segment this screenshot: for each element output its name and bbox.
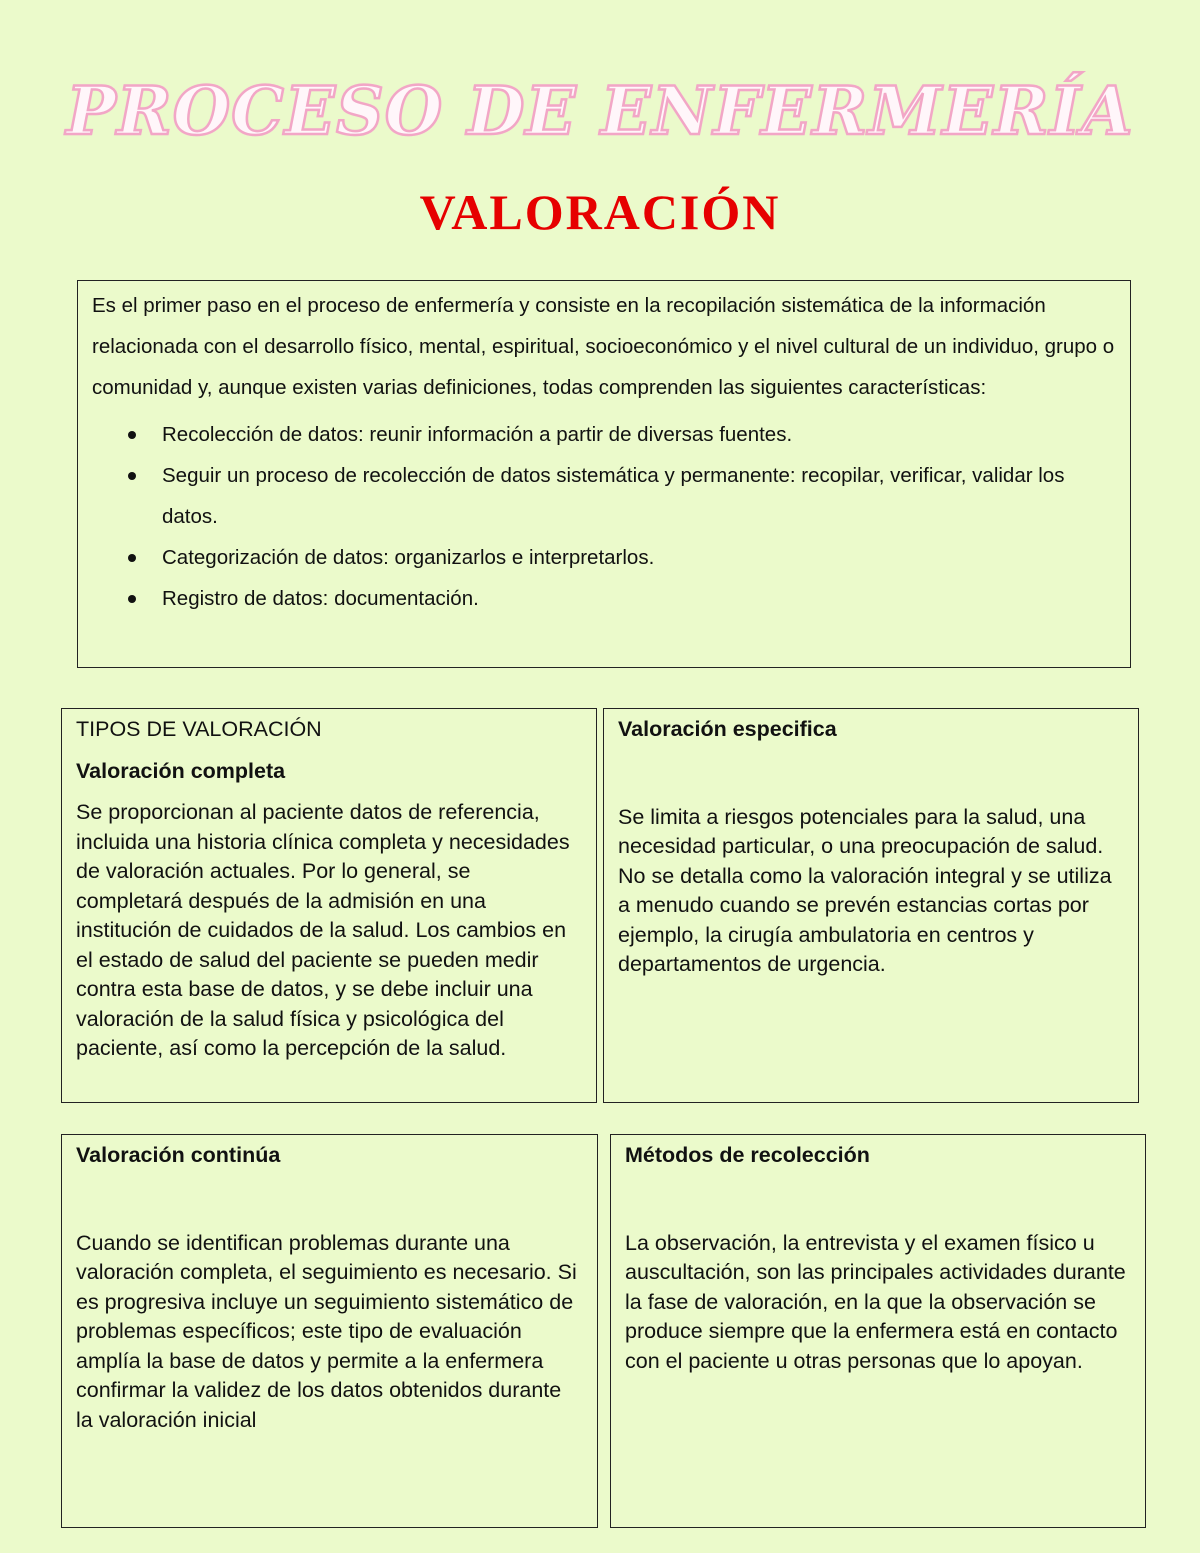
list-item: Categorización de datos: organizarlos e interpretarlos. [162, 537, 1116, 578]
card-valoracion-completa [61, 708, 597, 1103]
card-body: La observación, la entrevista y el examen físico u auscultación, son las principales actividades durante la fase de valoración, en la que la observación se produce siempre que la enfermera está en contacto con el paciente u otras personas que lo apoyan. [625, 1230, 1126, 1373]
card-heading: Valoración continúa [76, 1143, 281, 1167]
list-item: Recolección de datos: reunir información a partir de diversas fuentes. [162, 414, 1116, 455]
card-body: Se proporcionan al paciente datos de referencia, incluida una historia clínica completa y necesidades de valoración actuales. Por lo general, se completará después de la admisión en una institución de cuidados de la salud. Los cambios en el estado de salud del paciente se pueden medir contra esta base de datos, y se debe incluir una valoración de la salud física y psicológica del paciente, así como la percepción de la salud. [76, 800, 570, 1060]
card-heading: Métodos de recolección [625, 1143, 870, 1167]
card-body: Se limita a riesgos potenciales para la salud, una necesidad particular, o una preocupación de salud. No se detalla como la valoración integral y se utiliza a menudo cuando se prevén estancias cortas por ejemplo, la cirugía ambulatoria en centros y departamentos de urgencia. [618, 804, 1112, 976]
card-metodos-recoleccion [610, 1134, 1146, 1528]
card-heading: Valoración especifica [618, 717, 837, 741]
page-subtitle: VALORACIÓN [419, 184, 781, 240]
intro-paragraph: Es el primer paso en el proceso de enfermería y consiste en la recopilación sistemática de la información relacionada con el desarrollo físico, mental, espiritual, socioeconómico y el nivel cultural de un individuo, grupo o comunidad y, aunque existen varias definiciones, todas comprenden las siguientes características: [92, 294, 1115, 399]
intro-box [77, 280, 1131, 668]
list-item: Seguir un proceso de recolección de datos sistemática y permanente: recopilar, verificar, validar los datos. [162, 455, 1116, 537]
characteristics-list [92, 414, 1116, 619]
card-valoracion-continua [61, 1134, 598, 1528]
card-body: Cuando se identifican problemas durante una valoración completa, el seguimiento es necesario. Si es progresiva incluye un seguimiento sistemático de problemas específicos; este tipo de evaluación amplía la base de datos y permite a la enfermera confirmar la validez de los datos obtenidos durante la valoración inicial [76, 1230, 577, 1432]
page-title: PROCESO DE ENFERMERÍA [66, 72, 1134, 150]
section-label: TIPOS DE VALORACIÓN [76, 717, 322, 741]
list-item: Registro de datos: documentación. [162, 578, 1116, 619]
card-valoracion-especifica [603, 708, 1139, 1103]
card-heading: Valoración completa [76, 758, 286, 783]
